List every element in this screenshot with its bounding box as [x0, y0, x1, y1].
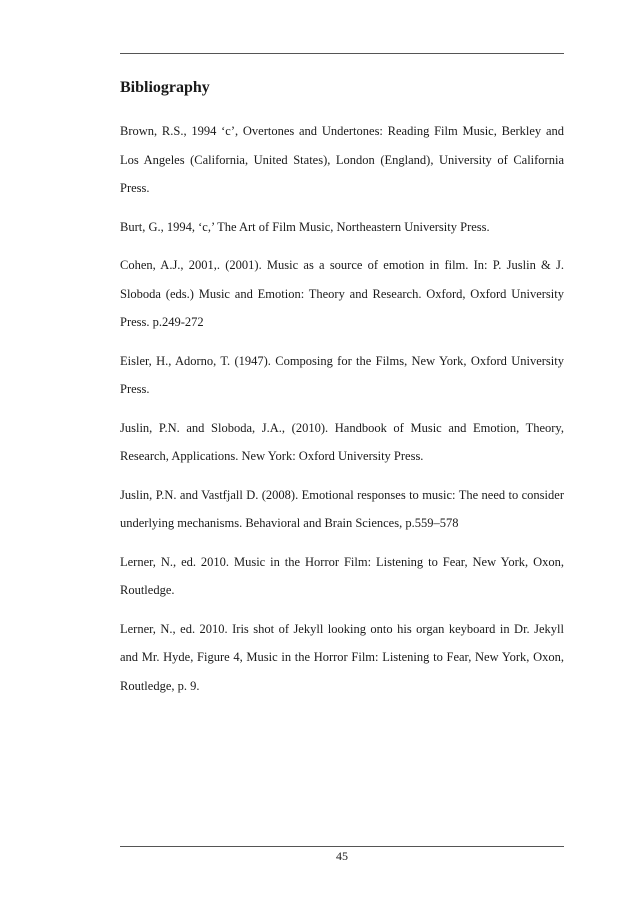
bibliography-entry: Brown, R.S., 1994 ‘c’, Overtones and Undertones: Reading Film Music, Berkley and Los Angeles (California, United States), London (England), University of California Press. — [120, 124, 564, 195]
bibliography-section — [120, 78, 564, 710]
section-heading: Bibliography — [120, 79, 210, 96]
bibliography-entry: Burt, G., 1994, ‘c,’ The Art of Film Music, Northeastern University Press. — [120, 219, 490, 234]
page-number: 45 — [336, 849, 348, 863]
bibliography-entry: Juslin, P.N. and Sloboda, J.A., (2010). Handbook of Music and Emotion, Theory, Research, Applications. New York: Oxford University Press. — [120, 420, 564, 463]
bibliography-entry: Cohen, A.J., 2001,. (2001). Music as a source of emotion in film. In: P. Juslin & J. Sloboda (eds.) Music and Emotion: Theory and Research. Oxford, Oxford University Press. p.249-272 — [120, 258, 564, 329]
bibliography-entry: Lerner, N., ed. 2010. Iris shot of Jekyll looking onto his organ keyboard in Dr. Jekyll and Mr. Hyde, Figure 4, Music in the Horror Film: Listening to Fear, New York, Oxon, Routledge, p. 9. — [120, 621, 564, 693]
bibliography-entry: Juslin, P.N. and Vastfjall D. (2008). Emotional responses to music: The need to consider underlying mechanisms. Behavioral and Brain Sciences, p.559–578 — [120, 487, 564, 530]
header-rule — [120, 53, 564, 54]
bibliography-entry: Eisler, H., Adorno, T. (1947). Composing for the Films, New York, Oxford University Press. — [120, 353, 564, 396]
bibliography-entry: Lerner, N., ed. 2010. Music in the Horror Film: Listening to Fear, New York, Oxon, Routledge. — [120, 554, 564, 597]
